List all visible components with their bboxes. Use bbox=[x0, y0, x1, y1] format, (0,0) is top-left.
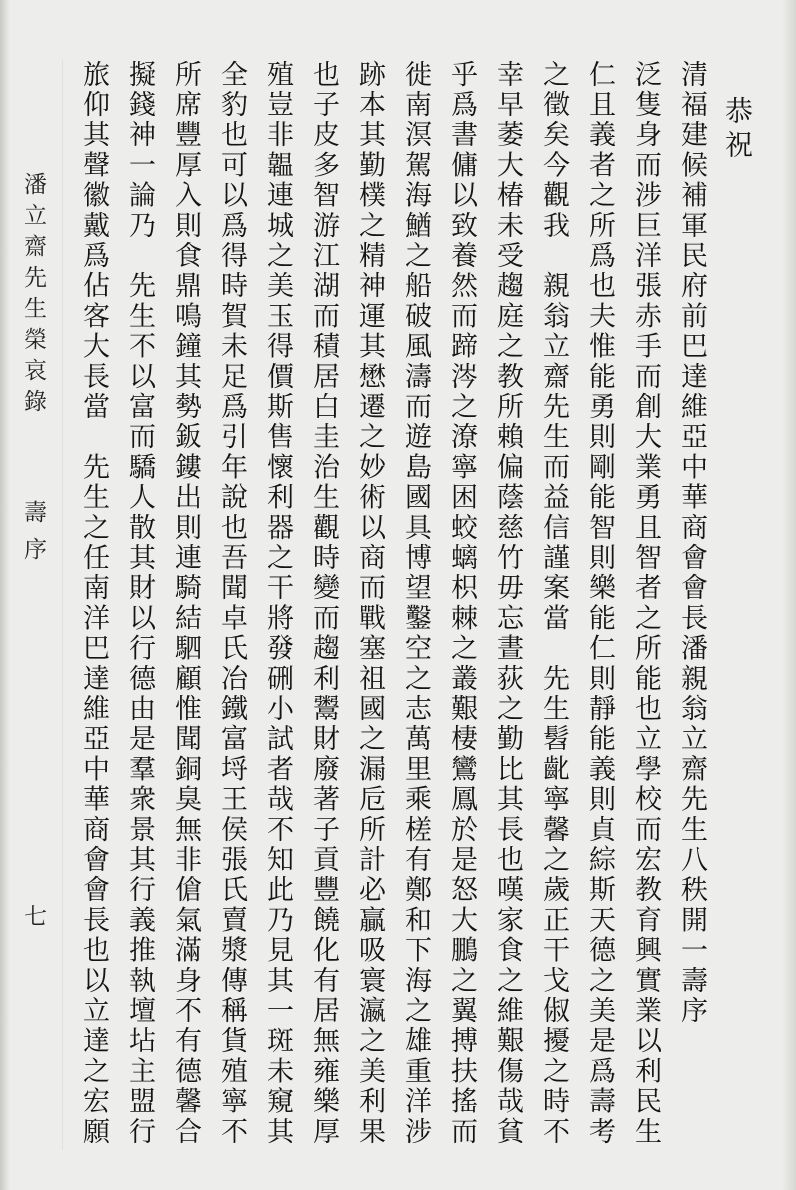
margin-divider bbox=[62, 60, 63, 1150]
text-column-11: 全豹也可以爲得時賀未足爲引年說也吾聞卓氏冶鐵富埒王侯張氏賣漿傳稱貨殖寧不 bbox=[216, 60, 247, 1148]
text-column-13: 擬錢神一論乃 先生不以富而驕人散其財以行德由是羣衆景其行義推執壇坫主盟行 bbox=[124, 60, 155, 1148]
text-column-9: 也子皮多智游江湖而積居白圭治生觀時變而趨利鬻財廢著子貢豐饒化有居無雍樂厚 bbox=[308, 60, 339, 1148]
text-column-7: 徙南溟駕海鰌之船破風濤而遊島國具博望鑿空之志萬里乘槎有鄭和下海之雄重洋涉 bbox=[400, 60, 431, 1148]
margin-section-label: 壽序 bbox=[20, 500, 46, 574]
text-column-2: 泛隻身而涉巨洋張赤手而創大業勇且智者之所能也立學校而宏教育興實業以利民生 bbox=[630, 60, 661, 1148]
text-column-8: 跡本其勤樸之精神運其懋遷之妙術以商而戰塞祖國之漏卮所計必贏吸寰瀛之美利果 bbox=[354, 60, 385, 1148]
margin-book-title: 潘立齋先生榮哀錄 bbox=[20, 172, 46, 420]
page-number: 七 bbox=[20, 904, 46, 931]
text-column-6: 乎爲書傭以致養然而蹄涔之潦寧困蛟螭枳棘之叢艱棲鸞鳳於是怒大鵬之翼搏扶搖而 bbox=[446, 60, 477, 1148]
page-edge-shadow-left bbox=[0, 0, 10, 1190]
text-column-10: 殖豈非韞連城之美玉得價斯售懷利器之干將發硎小試者哉不知此乃見其一斑未窺其 bbox=[262, 60, 293, 1148]
heading: 恭祝 bbox=[721, 96, 754, 164]
text-column-1: 清福建候補軍民府前巴達維亞中華商會會長潘親翁立齋先生八秩開一壽序 bbox=[676, 60, 707, 1027]
text-column-3: 仁且義者之所爲也夫惟能勇則剛能智則樂能仁則靜能義則貞綜斯天德之美是爲壽考 bbox=[584, 60, 615, 1148]
text-column-14: 旅仰其聲徽戴爲佔客大長當 先生之任南洋巴達維亞中華商會會長也以立達之宏願 bbox=[78, 60, 109, 1148]
text-column-4: 之徵矣今觀我 親翁立齋先生而益信謹案當 先生髫齔寧馨之歲正干戈俶擾之時不 bbox=[538, 60, 569, 1148]
text-column-12: 所席豐厚入則食鼎鳴鐘其勢鈑鏤出則連騎結駟顧惟聞銅臭無非傖氣滿身不有德馨合 bbox=[170, 60, 201, 1148]
text-column-5: 幸早萎大椿未受趨庭之教所賴偏蔭慈竹毋忘晝荻之勤比其長也嘆家食之維艱傷哉貧 bbox=[492, 60, 523, 1148]
page-edge-shadow-right bbox=[782, 0, 796, 1190]
